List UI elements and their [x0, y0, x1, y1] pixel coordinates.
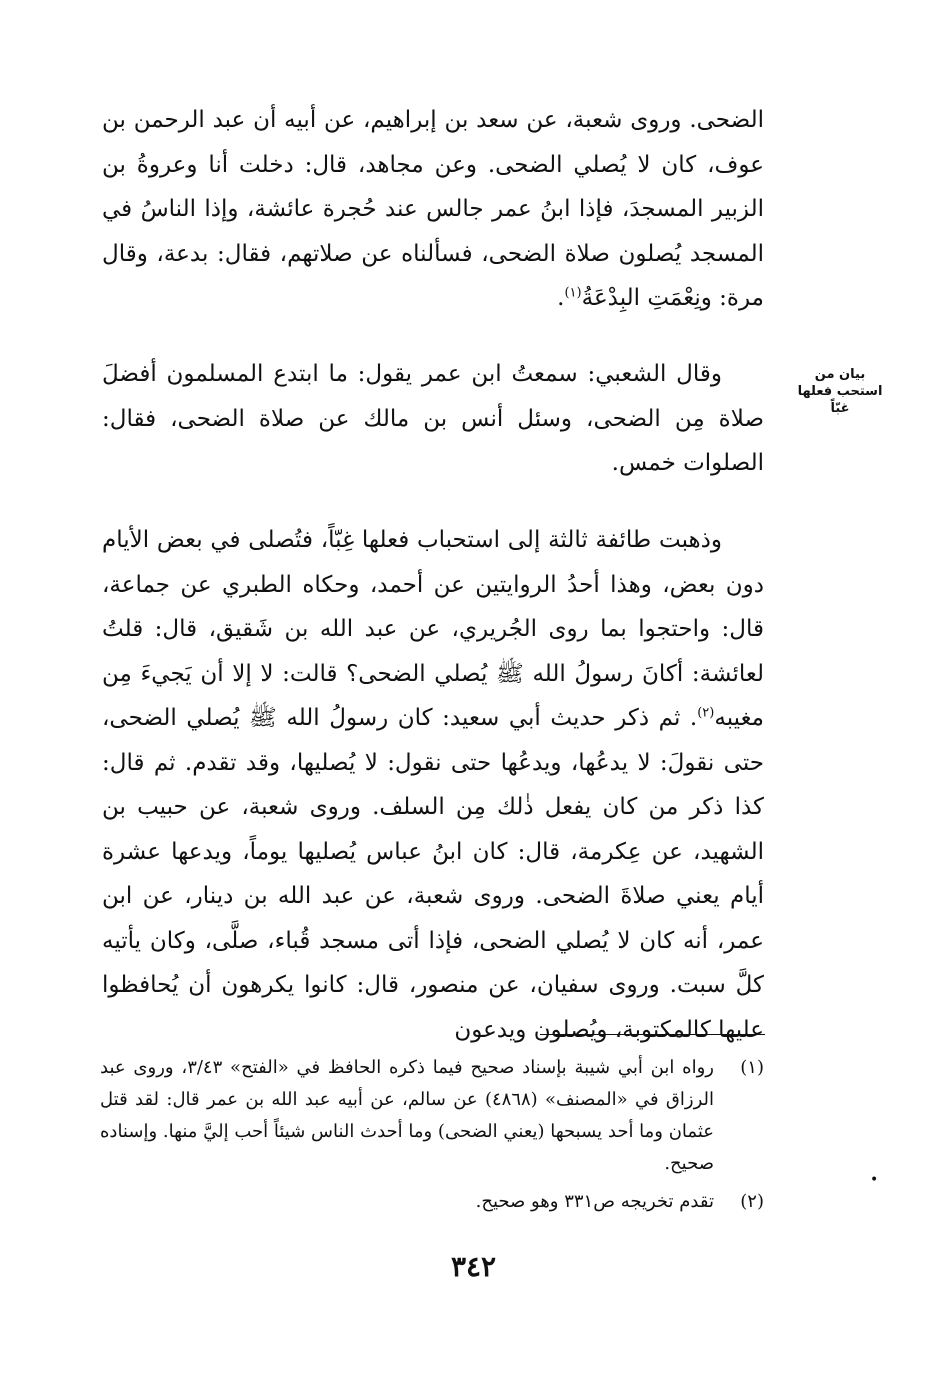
stray-dot: • — [870, 1172, 879, 1188]
footnote-2-number: (٢) — [740, 1191, 764, 1212]
paragraph-3-text-a: وذهبت طائفة ثالثة إلى استحباب فعلها غِبّاً، فتُصلى في بعض الأيام دون بعض، وهذا أحدُ الروايتين عن أحمد، وحكاه الطبري عن جماعة، قال: واحتجوا بما روى الجُريري، عن عبد الله بن شَقيق، قال: قلتُ لعائشة: أكانَ رسولُ الله ﷺ يُصلي الضحى؟ قالت: لا إلا أن يَجيءَ مِن مغيبه — [102, 527, 764, 731]
footnote-1 — [100, 1052, 764, 1180]
footnote-ref-1: (١) — [564, 285, 582, 301]
footnote-1-text: رواه ابن أبي شيبة بإسناد صحيح فيما ذكره الحافظ في «الفتح» ٣/٤٣، وروى عبد الرزاق في «المصنف» (٤٨٦٨) عن سالم، عن أبيه عبد الله بن عمر قال: لقد قتل عثمان وما أحد يسبحها (يعني الضحى) وما أحدث الناس شيئاً أحب إليَّ منها. وإسناده صحيح. — [100, 1057, 714, 1174]
paragraph-2 — [102, 352, 764, 486]
paragraph-3 — [102, 518, 764, 1052]
paragraph-2-text: وقال الشعبي: سمعتُ ابن عمر يقول: ما ابتدع المسلمون أفضلَ صلاة مِن الضحى، وسئل أنس بن مالك عن صلاة الضحى، فقال: الصلوات خمس. — [102, 361, 764, 476]
footnote-2 — [100, 1186, 764, 1218]
paragraph-1 — [102, 98, 764, 321]
paragraph-3-text-b: . ثم ذكر حديث أبي سعيد: كان رسولُ الله ﷺ يُصلي الضحى، حتى نقولَ: لا يدعُها، ويدعُها حتى نقول: لا يُصليها، وقد تقدم. ثم قال: كذا ذكر من كان يفعل ذٰلك مِن السلف. وروى شعبة، عن حبيب بن الشهيد، عن عِكرمة، قال: كان ابنُ عباس يُصليها يوماً، ويدعها عشرة أيام يعني صلاةَ الضحى. وروى شعبة، عن عبد الله بن دينار، عن ابن عمر، أنه كان لا يُصلي الضحى، فإذا أتى مسجد قُباء، صلَّى، وكان يأتيه كلَّ سبت. وروى سفيان، عن منصور، قال: كانوا يكرهون أن يُحافظوا عليها كالمكتوبة، ويُصلون ويدعون — [102, 705, 764, 1043]
footnote-ref-2: (٢) — [697, 705, 715, 721]
footnote-1-number: (١) — [740, 1057, 764, 1078]
footnotes — [100, 1052, 764, 1224]
page-number: ٣٤٢ — [450, 1250, 497, 1283]
footnote-separator — [540, 1034, 765, 1035]
footnote-2-text: تقدم تخريجه ص٣٣١ وهو صحيح. — [475, 1191, 714, 1212]
margin-note: بيان من استحب فعلها غبّاً — [797, 367, 883, 416]
paragraph-1-text: الضحى. وروى شعبة، عن سعد بن إبراهيم، عن أبيه أن عبد الرحمن بن عوف، كان لا يُصلي الضحى. وعن مجاهد، قال: دخلت أنا وعروةُ بن الزبير المسجدَ، فإذا ابنُ عمر جالس عند حُجرة عائشة، وإذا الناسُ في المسجد يُصلون صلاة الضحى، فسألناه عن صلاتهم، فقال: بدعة، وقال مرة: ونِعْمَتِ البِدْعَةُ — [102, 107, 764, 311]
paragraph-1-tail: . — [557, 285, 565, 311]
